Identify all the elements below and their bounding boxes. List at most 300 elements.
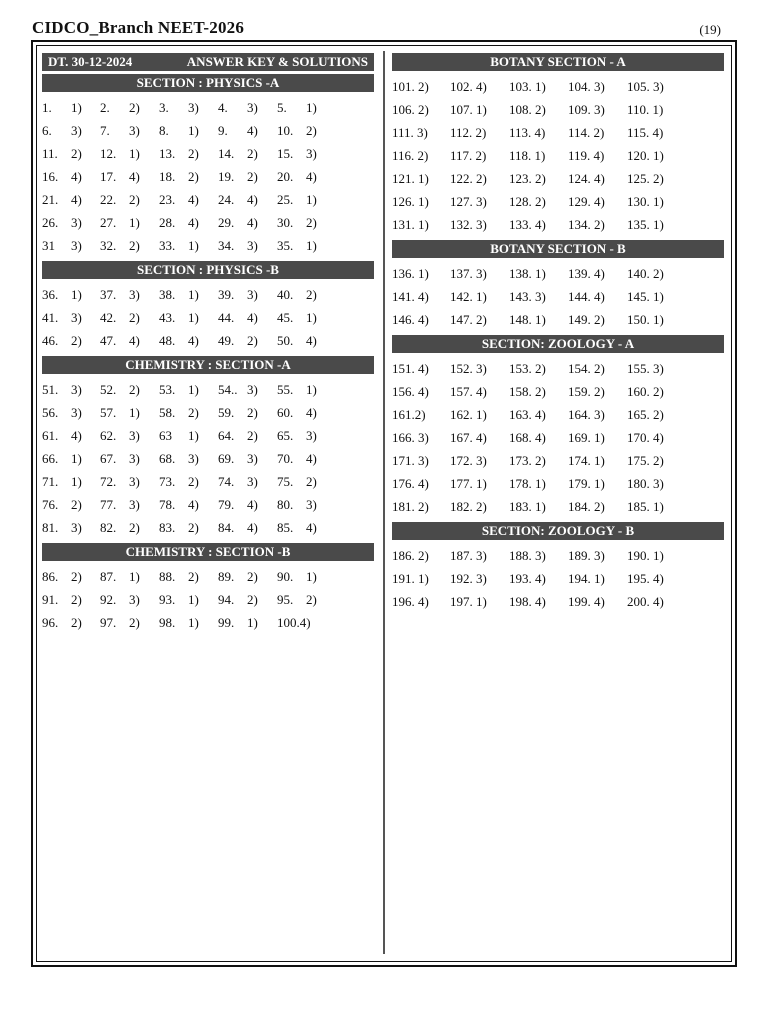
answer-option: 2)	[71, 333, 82, 348]
answer-cell	[509, 144, 568, 167]
question-number: 81.	[42, 520, 59, 535]
answer-rows	[392, 540, 724, 617]
question-answer: 185. 1)	[627, 499, 664, 514]
question-number: 79.	[218, 497, 235, 512]
answer-cell	[218, 96, 277, 119]
section-header-botany-section-b: BOTANY SECTION - B	[392, 240, 724, 258]
answer-cell	[450, 121, 509, 144]
question-number: 77.	[100, 497, 117, 512]
question-answer: 150. 1)	[627, 312, 664, 327]
answer-cell	[392, 98, 450, 121]
answer-option: 3)	[247, 238, 258, 253]
answer-cell	[218, 119, 277, 142]
answer-cell	[509, 98, 568, 121]
answer-cell	[100, 306, 159, 329]
question-number: 3.	[159, 100, 169, 115]
answer-cell	[450, 98, 509, 121]
question-answer: 168. 4)	[509, 430, 546, 445]
question-answer: 160. 2)	[627, 384, 664, 399]
question-number: 95.	[277, 592, 294, 607]
answer-row	[42, 188, 374, 211]
answer-cell	[42, 188, 100, 211]
answer-cell	[509, 285, 568, 308]
answer-option: 4)	[188, 497, 199, 512]
answer-cell	[568, 167, 627, 190]
question-answer: 188. 3)	[509, 548, 546, 563]
answer-cell	[277, 470, 336, 493]
answer-cell	[509, 403, 568, 426]
left-sections	[42, 74, 374, 638]
answer-cell	[568, 308, 627, 331]
question-number: 57.	[100, 405, 117, 420]
answer-option: 1)	[188, 615, 199, 630]
answer-option: 2)	[188, 146, 199, 161]
question-number: 46.	[42, 333, 59, 348]
answer-cell	[450, 403, 509, 426]
answer-cell	[159, 119, 218, 142]
answer-option: 3)	[71, 382, 82, 397]
answer-cell	[100, 211, 159, 234]
question-number: 73.	[159, 474, 176, 489]
question-answer: 183. 1)	[509, 499, 546, 514]
question-number: 80.	[277, 497, 294, 512]
answer-cell	[159, 234, 218, 257]
answer-option: 1)	[306, 569, 317, 584]
answer-cell	[277, 588, 336, 611]
question-answer: 143. 3)	[509, 289, 546, 304]
answer-option: 4)	[306, 333, 317, 348]
answer-cell	[509, 472, 568, 495]
answer-cell	[100, 378, 159, 401]
question-number: 32.	[100, 238, 117, 253]
answer-option: 3)	[306, 497, 317, 512]
question-number: 54..	[218, 382, 238, 397]
answer-rows	[392, 258, 724, 335]
question-number: 61.	[42, 428, 59, 443]
answer-cell	[509, 262, 568, 285]
question-number: 91.	[42, 592, 59, 607]
answer-cell	[218, 283, 277, 306]
answer-cell	[392, 495, 450, 518]
answer-row	[42, 401, 374, 424]
answer-cell	[159, 283, 218, 306]
answer-option: 1)	[188, 382, 199, 397]
answer-cell	[159, 211, 218, 234]
answer-row	[392, 75, 724, 98]
answer-row	[42, 234, 374, 257]
answer-row	[392, 567, 724, 590]
question-number: 90.	[277, 569, 294, 584]
answer-option: 3)	[247, 451, 258, 466]
question-answer: 127. 3)	[450, 194, 487, 209]
question-number: 55.	[277, 382, 294, 397]
answer-rows	[392, 71, 724, 240]
answer-row	[42, 306, 374, 329]
question-answer: 147. 2)	[450, 312, 487, 327]
answer-cell	[627, 544, 686, 567]
question-number: 76.	[42, 497, 59, 512]
exam-date: DT. 30-12-2024	[48, 54, 133, 69]
answer-cell	[568, 472, 627, 495]
question-number: 6.	[42, 123, 52, 138]
question-number: 4.	[218, 100, 228, 115]
question-number: 51.	[42, 382, 59, 397]
question-answer: 142. 1)	[450, 289, 487, 304]
answer-option: 2)	[247, 169, 258, 184]
answer-cell	[392, 121, 450, 144]
question-answer: 128. 2)	[509, 194, 546, 209]
answer-cell	[100, 611, 159, 634]
question-number: 70.	[277, 451, 294, 466]
question-answer: 156. 4)	[392, 384, 429, 399]
answer-rows	[42, 279, 374, 356]
answer-cell	[509, 213, 568, 236]
answer-cell	[159, 306, 218, 329]
question-number: 99.	[218, 615, 235, 630]
question-number: 42.	[100, 310, 117, 325]
right-column	[392, 53, 724, 617]
question-number: 60.	[277, 405, 294, 420]
answer-cell	[392, 357, 450, 380]
answer-cell	[218, 447, 277, 470]
answer-cell	[450, 449, 509, 472]
question-number: 20.	[277, 169, 294, 184]
answer-row	[42, 493, 374, 516]
question-number: 30.	[277, 215, 294, 230]
answer-cell	[218, 401, 277, 424]
question-answer: 190. 1)	[627, 548, 664, 563]
answer-cell	[159, 611, 218, 634]
answer-row	[392, 426, 724, 449]
answer-cell	[100, 516, 159, 539]
question-answer: 173. 2)	[509, 453, 546, 468]
section-header-section-physics-a: SECTION : PHYSICS -A	[42, 74, 374, 92]
answer-option: 4)	[71, 169, 82, 184]
answer-cell	[568, 98, 627, 121]
answer-row	[392, 262, 724, 285]
question-number: 53.	[159, 382, 176, 397]
answer-cell	[42, 470, 100, 493]
answer-option: 2)	[247, 146, 258, 161]
question-answer: 198. 4)	[509, 594, 546, 609]
answer-cell	[568, 449, 627, 472]
section-header-botany-section-a: BOTANY SECTION - A	[392, 53, 724, 71]
answer-option: 3)	[71, 405, 82, 420]
question-answer: 166. 3)	[392, 430, 429, 445]
answer-cell	[159, 96, 218, 119]
answer-cell	[42, 565, 100, 588]
answer-cell	[392, 75, 450, 98]
answer-cell	[218, 516, 277, 539]
question-answer: 164. 3)	[568, 407, 605, 422]
answer-option: 4)	[247, 192, 258, 207]
answer-row	[392, 403, 724, 426]
answer-row	[392, 472, 724, 495]
answer-option: 3)	[71, 215, 82, 230]
question-number: 100.4)	[277, 615, 311, 630]
question-number: 58.	[159, 405, 176, 420]
question-answer: 169. 1)	[568, 430, 605, 445]
question-answer: 113. 4)	[509, 125, 546, 140]
answer-cell	[627, 213, 686, 236]
answer-row	[42, 516, 374, 539]
question-answer: 103. 1)	[509, 79, 546, 94]
question-answer: 161.2)	[392, 407, 426, 422]
question-answer: 104. 3)	[568, 79, 605, 94]
question-number: 13.	[159, 146, 176, 161]
answer-cell	[450, 472, 509, 495]
question-answer: 139. 4)	[568, 266, 605, 281]
answer-cell	[509, 75, 568, 98]
section-header-section-zoology-a: SECTION: ZOOLOGY - A	[392, 335, 724, 353]
answer-option: 2)	[188, 520, 199, 535]
answer-option: 1)	[306, 310, 317, 325]
question-number: 68.	[159, 451, 176, 466]
answer-cell	[392, 380, 450, 403]
left-column	[42, 53, 374, 638]
question-answer: 195. 4)	[627, 571, 664, 586]
question-answer: 146. 4)	[392, 312, 429, 327]
answer-cell	[218, 493, 277, 516]
answer-option: 2)	[188, 569, 199, 584]
question-number: 7.	[100, 123, 110, 138]
question-answer: 172. 3)	[450, 453, 487, 468]
answer-option: 3)	[71, 520, 82, 535]
question-answer: 186. 2)	[392, 548, 429, 563]
question-number: 65.	[277, 428, 294, 443]
question-answer: 182. 2)	[450, 499, 487, 514]
question-number: 78.	[159, 497, 176, 512]
answer-cell	[509, 567, 568, 590]
answer-option: 3)	[129, 123, 140, 138]
answer-cell	[392, 167, 450, 190]
answer-option: 2)	[188, 474, 199, 489]
question-number: 89.	[218, 569, 235, 584]
answer-option: 4)	[247, 520, 258, 535]
answer-cell	[42, 165, 100, 188]
answer-option: 1)	[188, 428, 199, 443]
answer-option: 3)	[247, 287, 258, 302]
answer-cell	[218, 611, 277, 634]
question-number: 52.	[100, 382, 117, 397]
answer-cell	[392, 144, 450, 167]
answer-cell	[277, 119, 336, 142]
answer-cell	[627, 590, 686, 613]
question-answer: 194. 1)	[568, 571, 605, 586]
answer-option: 2)	[129, 615, 140, 630]
answer-row	[42, 329, 374, 352]
question-number: 27.	[100, 215, 117, 230]
answer-row	[42, 165, 374, 188]
question-answer: 181. 2)	[392, 499, 429, 514]
answer-cell	[392, 567, 450, 590]
question-answer: 177. 1)	[450, 476, 487, 491]
answer-option: 2)	[306, 215, 317, 230]
answer-cell	[277, 188, 336, 211]
answer-option: 4)	[247, 497, 258, 512]
question-number: 87.	[100, 569, 117, 584]
question-number: 9.	[218, 123, 228, 138]
answer-cell	[42, 329, 100, 352]
answer-option: 2)	[71, 592, 82, 607]
question-number: 82.	[100, 520, 117, 535]
question-number: 43.	[159, 310, 176, 325]
answer-option	[306, 611, 335, 634]
answer-cell	[218, 306, 277, 329]
answer-option: 2)	[188, 169, 199, 184]
answer-option: 2)	[71, 615, 82, 630]
answer-cell	[42, 306, 100, 329]
answer-row	[42, 119, 374, 142]
answer-cell	[159, 447, 218, 470]
answer-cell	[392, 544, 450, 567]
answer-option: 4)	[188, 192, 199, 207]
answer-row	[42, 211, 374, 234]
answer-option: 2)	[306, 474, 317, 489]
answer-option: 3)	[129, 428, 140, 443]
question-number: 47.	[100, 333, 117, 348]
answer-cell	[509, 167, 568, 190]
question-number: 66.	[42, 451, 59, 466]
question-answer: 174. 1)	[568, 453, 605, 468]
question-answer: 176. 4)	[392, 476, 429, 491]
question-number: 37.	[100, 287, 117, 302]
answer-option: 1)	[188, 287, 199, 302]
answer-cell	[450, 380, 509, 403]
question-answer: 115. 4)	[627, 125, 664, 140]
answer-cell	[218, 188, 277, 211]
answer-option: 1)	[306, 192, 317, 207]
question-number: 48.	[159, 333, 176, 348]
answer-cell	[509, 308, 568, 331]
question-number: 14.	[218, 146, 235, 161]
question-answer: 132. 3)	[450, 217, 487, 232]
question-number: 28.	[159, 215, 176, 230]
answer-option: 4)	[247, 215, 258, 230]
answer-option: 1)	[306, 382, 317, 397]
answer-option: 4)	[306, 405, 317, 420]
answer-option: 2)	[129, 192, 140, 207]
page-number: (19)	[699, 22, 721, 37]
answer-cell	[159, 165, 218, 188]
answer-cell	[450, 426, 509, 449]
answer-cell	[159, 188, 218, 211]
answer-cell	[100, 119, 159, 142]
answer-option: 1)	[71, 451, 82, 466]
answer-option: 3)	[129, 474, 140, 489]
answer-option: 3)	[129, 592, 140, 607]
question-answer: 137. 3)	[450, 266, 487, 281]
question-number: 41.	[42, 310, 59, 325]
question-answer: 102. 4)	[450, 79, 487, 94]
question-number: 74.	[218, 474, 235, 489]
question-number: 5.	[277, 100, 287, 115]
answer-cell	[509, 495, 568, 518]
answer-row	[392, 121, 724, 144]
answer-cell	[42, 588, 100, 611]
answer-cell	[392, 449, 450, 472]
answer-cell	[450, 213, 509, 236]
answer-cell	[100, 588, 159, 611]
answer-cell	[42, 516, 100, 539]
question-answer: 120. 1)	[627, 148, 664, 163]
answer-cell	[277, 306, 336, 329]
answer-option: 2)	[247, 592, 258, 607]
answer-option: 4)	[247, 123, 258, 138]
question-answer: 178. 1)	[509, 476, 546, 491]
question-answer: 105. 3)	[627, 79, 664, 94]
answer-cell	[568, 121, 627, 144]
answer-cell	[42, 283, 100, 306]
answer-row	[392, 98, 724, 121]
answer-cell	[627, 190, 686, 213]
answer-option: 3)	[129, 497, 140, 512]
answer-row	[42, 470, 374, 493]
question-number: 25.	[277, 192, 294, 207]
answer-cell	[568, 426, 627, 449]
answer-row	[42, 611, 374, 634]
answer-option: 4)	[306, 451, 317, 466]
answer-option: 1)	[306, 100, 317, 115]
question-answer: 112. 2)	[450, 125, 487, 140]
answer-cell	[218, 211, 277, 234]
question-answer: 108. 2)	[509, 102, 546, 117]
answer-cell	[277, 142, 336, 165]
answer-option: 1)	[129, 569, 140, 584]
answer-option: 3)	[247, 382, 258, 397]
answer-option: 1)	[188, 238, 199, 253]
question-answer: 131. 1)	[392, 217, 429, 232]
answer-row	[392, 167, 724, 190]
answer-cell	[100, 142, 159, 165]
answer-option: 4)	[188, 215, 199, 230]
answer-option: 4)	[129, 333, 140, 348]
question-answer: 152. 3)	[450, 361, 487, 376]
question-number: 17.	[100, 169, 117, 184]
question-answer: 122. 2)	[450, 171, 487, 186]
answer-cell	[218, 588, 277, 611]
answer-option: 3)	[306, 428, 317, 443]
question-number: 98.	[159, 615, 176, 630]
right-sections	[392, 53, 724, 617]
answer-cell	[392, 403, 450, 426]
answer-option: 4)	[71, 192, 82, 207]
answer-cell	[218, 424, 277, 447]
answer-option: 2)	[71, 497, 82, 512]
answer-option: 1)	[129, 405, 140, 420]
answer-row	[392, 380, 724, 403]
answer-cell	[450, 262, 509, 285]
answer-cell	[100, 188, 159, 211]
question-number: 18.	[159, 169, 176, 184]
answer-option: 3)	[247, 474, 258, 489]
answer-cell	[450, 167, 509, 190]
answer-cell	[159, 142, 218, 165]
answer-cell	[627, 308, 686, 331]
answer-cell	[277, 401, 336, 424]
answer-cell	[100, 447, 159, 470]
question-number: 93.	[159, 592, 176, 607]
answer-option: 2)	[71, 569, 82, 584]
answer-cell	[42, 142, 100, 165]
answer-option: 2)	[129, 100, 140, 115]
answer-cell	[218, 329, 277, 352]
answer-row	[42, 424, 374, 447]
answer-cell	[277, 234, 336, 257]
question-answer: 180. 3)	[627, 476, 664, 491]
answer-cell	[100, 565, 159, 588]
question-number: 44.	[218, 310, 235, 325]
